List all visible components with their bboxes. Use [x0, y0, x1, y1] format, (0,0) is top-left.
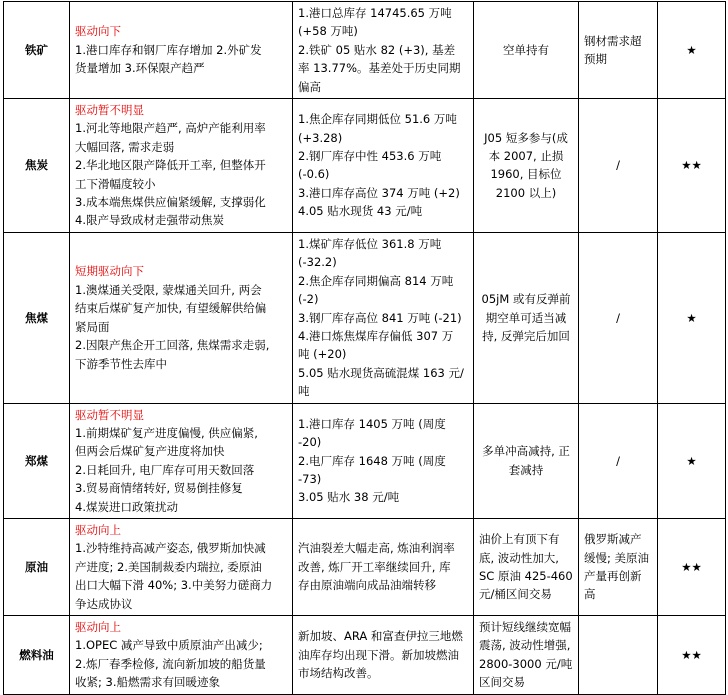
other-cell: 俄罗斯减产缓慢; 美原油产量再创新高 — [579, 518, 658, 615]
commodity-table — [3, 1, 726, 695]
rating-stars: ★★ — [658, 518, 726, 615]
inventory-cell — [293, 518, 474, 615]
inventory-line: -20) — [298, 435, 322, 450]
driver-line: 大幅回落, 需求走弱 — [75, 139, 175, 154]
inventory-line: 1.焦企库存同期低位 51.6 万吨 — [298, 112, 457, 127]
driver-direction: 驱动向下 — [75, 24, 121, 39]
driver-direction: 驱动暂不明显 — [75, 407, 144, 422]
table-row — [4, 403, 726, 518]
inventory-line: 4.港口炼焦煤库存偏低 307 万 — [298, 328, 454, 343]
driver-line: 收紧; 3.船燃需求有回暖迹象 — [75, 675, 221, 690]
other-cell: / — [579, 232, 658, 403]
driver-line: 1.沙特维持高减产姿态, 俄罗斯加快减 — [75, 541, 266, 556]
inventory-line: 3.港口库存高位 374 万吨 (+2) — [298, 185, 460, 200]
inventory-line: (+58 万吨) — [298, 24, 358, 39]
driver-line: 1.港口库存和钢厂库存增加 2.外矿发 — [75, 42, 262, 57]
other-cell — [579, 616, 658, 695]
inventory-line: (-32.2) — [298, 255, 337, 270]
driver-line: 1.澳煤通关受限, 蒙煤通关回升, 两会 — [75, 282, 262, 297]
inventory-line: 1.港口总库存 14745.65 万吨 — [298, 6, 452, 20]
other-cell: / — [579, 99, 658, 233]
inventory-cell — [293, 99, 474, 233]
inventory-line: 市场结构改善。 — [298, 666, 379, 681]
strategy-cell: 预计短线继续宽幅震荡, 波动性增强, 2800-3000 元/吨区间交易 — [474, 616, 579, 695]
driver-line: 1.OPEC 减产导致中质原油产出减少; — [75, 638, 263, 653]
inventory-cell — [293, 232, 474, 403]
inventory-cell — [293, 2, 474, 99]
driver-cell — [70, 2, 293, 99]
rating-stars: ★★ — [658, 616, 726, 695]
strategy-cell: J05 短多参与(成本 2007, 止损 1960, 目标位 2100 以上) — [474, 99, 579, 233]
inventory-line: 2.焦企库存同期偏高 814 万吨 — [298, 273, 454, 288]
inventory-line: 1.港口库存 1405 万吨 (周度 — [298, 416, 446, 431]
driver-line: 下游季节性去库中 — [75, 356, 167, 371]
inventory-line: (-0.6) — [298, 167, 330, 182]
inventory-line: 偏高 — [298, 79, 321, 94]
rating-stars: ★ — [658, 2, 726, 99]
commodity-name: 铁矿 — [4, 2, 70, 99]
commodity-name: 郑煤 — [4, 403, 70, 518]
strategy-cell: 空单持有 — [474, 2, 579, 99]
driver-line: 工下滑幅度较小 — [75, 176, 156, 191]
commodity-name: 焦炭 — [4, 99, 70, 233]
inventory-line: 4.05 贴水现货 43 元/吨 — [298, 204, 423, 219]
driver-line: 3.成本端焦煤供应偏紧缓解, 支撑弱化 — [75, 195, 266, 210]
inventory-cell — [293, 616, 474, 695]
inventory-line: 汽油裂差大幅走高, 炼油利润率 — [298, 541, 455, 556]
inventory-line: 3.钢厂库存高位 841 万吨 (-21) — [298, 310, 462, 325]
inventory-line: 2.钢厂库存中性 453.6 万吨 — [298, 149, 442, 164]
rating-stars: ★ — [658, 232, 726, 403]
driver-line: 1.前期煤矿复产进度偏慢, 供应偏紧, — [75, 425, 258, 440]
driver-cell — [70, 403, 293, 518]
inventory-line: 新加坡、ARA 和富查伊拉三地燃 — [298, 629, 463, 644]
driver-cell — [70, 99, 293, 233]
strategy-cell: 油价上有顶下有底, 波动性加大, SC 原油 425-460 元/桶区间交易 — [474, 518, 579, 615]
driver-line: 但两会后煤矿复产进度将加快 — [75, 444, 225, 459]
driver-line: 2.华北地区限产降低开工率, 但整体开 — [75, 158, 266, 173]
inventory-cell — [293, 403, 474, 518]
inventory-line: (+3.28) — [298, 130, 343, 145]
table-row — [4, 2, 726, 99]
rating-stars: ★ — [658, 403, 726, 518]
driver-line: 2.日耗回升, 电厂库存可用天数回落 — [75, 462, 255, 477]
strategy-cell: 多单冲高减持, 正套减持 — [474, 403, 579, 518]
driver-cell — [70, 616, 293, 695]
driver-line: 结束后煤矿复产加快, 有望缓解供给偏 — [75, 301, 267, 316]
driver-direction: 驱动向上 — [75, 522, 121, 537]
driver-cell — [70, 232, 293, 403]
driver-line: 4.煤炭进口政策扰动 — [75, 499, 178, 514]
driver-line: 出口大幅下滑 40%; 3.中美努力磋商力 — [75, 578, 273, 593]
inventory-line: 2.铁矿 05 贴水 82 (+3), 基差 — [298, 42, 456, 57]
table-row — [4, 616, 726, 695]
inventory-line: 油库存均出现下滑。新加坡燃油 — [298, 647, 459, 662]
strategy-cell: 05jM 或有反弹前期空单可适当减持, 反弹完后加回 — [474, 232, 579, 403]
driver-line: 3.贸易商情绪转好, 贸易倒挂修复 — [75, 481, 243, 496]
driver-line: 产进度; 2.美国制裁委内瑞拉, 委原油 — [75, 559, 262, 574]
driver-line: 1.河北等地限产趋严, 高炉产能利用率 — [75, 121, 266, 136]
inventory-line: 2.电厂库存 1648 万吨 (周度 — [298, 453, 446, 468]
inventory-line: 吨 (+20) — [298, 347, 347, 362]
driver-cell — [70, 518, 293, 615]
inventory-line: 5.05 贴水现货高硫混煤 163 元/ — [298, 365, 464, 380]
inventory-line: -73) — [298, 471, 322, 486]
driver-direction: 驱动向上 — [75, 620, 121, 634]
inventory-line: 存由原油端向成品油端转移 — [298, 578, 436, 593]
other-cell: / — [579, 403, 658, 518]
rating-stars: ★★ — [658, 99, 726, 233]
driver-line: 2.因限产焦企开工回落, 焦煤需求走弱, — [75, 338, 270, 353]
table-row — [4, 99, 726, 233]
other-cell: 钢材需求超预期 — [579, 2, 658, 99]
commodity-name: 燃料油 — [4, 616, 70, 695]
inventory-line: 1.煤矿库存低位 361.8 万吨 — [298, 236, 442, 251]
table-row — [4, 518, 726, 615]
commodity-name: 焦煤 — [4, 232, 70, 403]
inventory-line: 改善, 炼厂开工率继续回升, 库 — [298, 559, 451, 574]
inventory-line: 3.05 贴水 38 元/吨 — [298, 490, 400, 505]
driver-line: 4.限产导致成材走强带动焦炭 — [75, 213, 224, 228]
driver-direction: 短期驱动向下 — [75, 264, 144, 279]
driver-direction: 驱动暂不明显 — [75, 103, 144, 118]
driver-line: 紧局面 — [75, 319, 110, 334]
inventory-line: 吨 — [298, 384, 310, 399]
commodity-name: 原油 — [4, 518, 70, 615]
inventory-line: (-2) — [298, 292, 319, 307]
driver-line: 争达成协议 — [75, 596, 133, 611]
inventory-line: 率 13.77%。基差处于历史同期 — [298, 61, 461, 76]
driver-line: 2.炼厂春季检修, 流向新加坡的船货量 — [75, 656, 266, 671]
table-row — [4, 232, 726, 403]
driver-line: 货量增加 3.环保限产趋严 — [75, 61, 205, 76]
